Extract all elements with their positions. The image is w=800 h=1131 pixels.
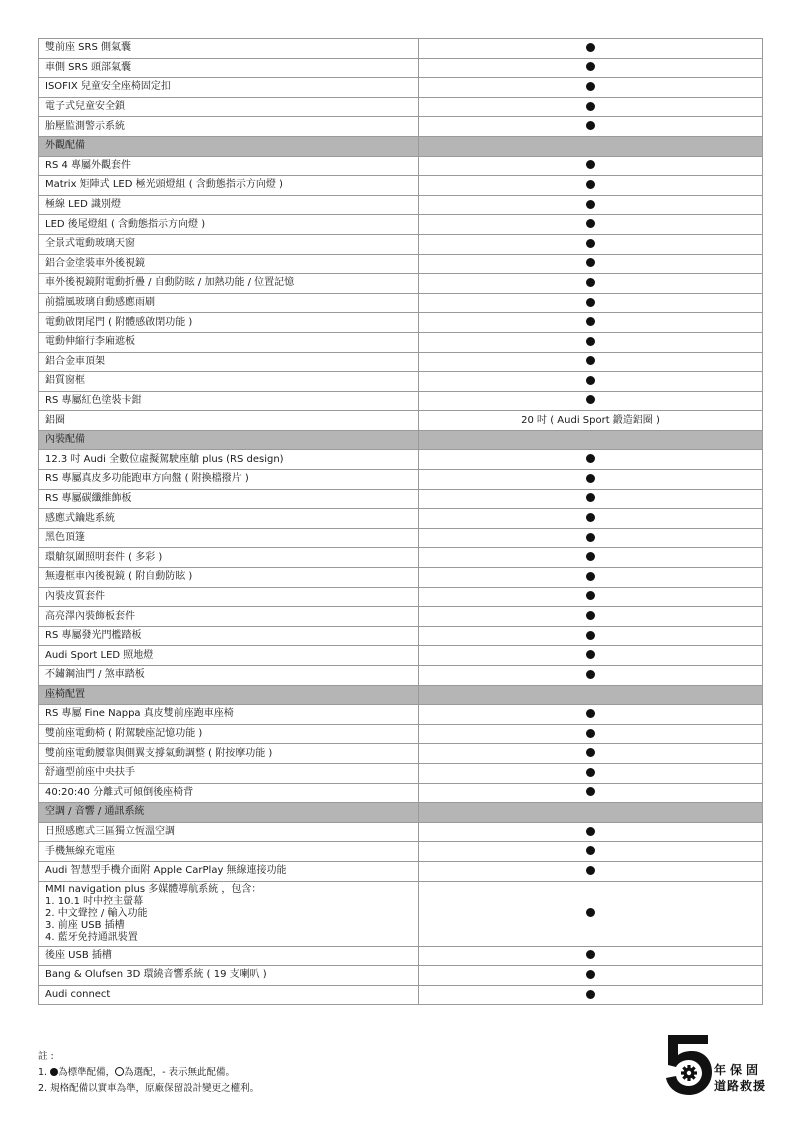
table-row [39, 254, 763, 274]
standard-dot-icon [586, 258, 595, 267]
table-row [39, 313, 763, 333]
feature-value [419, 985, 763, 1005]
feature-label: Matrix 矩陣式 LED 極光頭燈組 ( 含動態指示方向燈 ) [39, 176, 419, 196]
feature-label: RS 專屬 Fine Nappa 真皮雙前座跑車座椅 [39, 705, 419, 725]
feature-label: 電子式兒童安全鎖 [39, 97, 419, 117]
feature-value [419, 646, 763, 666]
table-row [39, 985, 763, 1005]
feature-value [419, 568, 763, 588]
standard-dot-icon [586, 278, 595, 287]
feature-label: 高亮澤內裝飾板套件 [39, 607, 419, 627]
standard-dot-icon [586, 611, 595, 620]
feature-label: Audi connect [39, 985, 419, 1005]
feature-value [419, 78, 763, 98]
feature-value [419, 215, 763, 235]
feature-value [419, 724, 763, 744]
standard-dot-icon [586, 908, 595, 917]
feature-label: RS 專屬真皮多功能跑車方向盤 ( 附換檔撥片 ) [39, 470, 419, 490]
feature-label: 全景式電動玻璃天窗 [39, 234, 419, 254]
feature-label: 車外後視鏡附電動折疊 / 自動防眩 / 加熱功能 / 位置記憶 [39, 274, 419, 294]
standard-dot-icon [586, 395, 595, 404]
feature-value [419, 450, 763, 470]
standard-dot-icon [586, 866, 595, 875]
feature-value [419, 391, 763, 411]
standard-dot-icon [586, 990, 595, 999]
standard-dot-icon [586, 160, 595, 169]
note-line-2: 2. 規格配備以實車為準，原廠保留設計變更之權利。 [38, 1083, 260, 1094]
feature-value [419, 293, 763, 313]
feature-value [419, 763, 763, 783]
feature-label: 雙前座電動椅 ( 附駕駛座記憶功能 ) [39, 724, 419, 744]
feature-value [419, 117, 763, 137]
table-row [39, 861, 763, 881]
feature-label: 車側 SRS 頭部氣囊 [39, 58, 419, 78]
feature-label: 感應式鑰匙系統 [39, 509, 419, 529]
table-row [39, 176, 763, 196]
feature-label: RS 4 專屬外觀套件 [39, 156, 419, 176]
feature-label: 鋁質窗框 [39, 372, 419, 392]
table-row [39, 58, 763, 78]
standard-dot-icon [586, 631, 595, 640]
table-row [39, 470, 763, 490]
optional-circle-icon [115, 1067, 124, 1076]
feature-label: 內裝皮質套件 [39, 587, 419, 607]
standard-dot-icon [586, 846, 595, 855]
table-row [39, 332, 763, 352]
feature-value [419, 744, 763, 764]
standard-dot-icon [586, 474, 595, 483]
feature-value [419, 607, 763, 627]
section-title: 空調 / 音響 / 通訊系統 [39, 803, 419, 823]
standard-dot-icon [586, 62, 595, 71]
feature-value [419, 705, 763, 725]
standard-dot-icon [50, 1068, 58, 1076]
standard-dot-icon [586, 337, 595, 346]
feature-label: 無邊框車內後視鏡 ( 附自動防眩 ) [39, 568, 419, 588]
feature-value [419, 274, 763, 294]
table-row [39, 372, 763, 392]
table-row [39, 626, 763, 646]
feature-label: RS 專屬碳纖維飾板 [39, 489, 419, 509]
standard-dot-icon [586, 827, 595, 836]
standard-dot-icon [586, 970, 595, 979]
feature-label: 鋁合金塗裝車外後視鏡 [39, 254, 419, 274]
five-year-gear-icon [662, 1033, 714, 1097]
feature-value [419, 626, 763, 646]
feature-label: LED 後尾燈組 ( 含動態指示方向燈 ) [39, 215, 419, 235]
table-row [39, 391, 763, 411]
table-row [39, 966, 763, 986]
table-row [39, 293, 763, 313]
table-row [39, 528, 763, 548]
feature-value [419, 489, 763, 509]
feature-label: 環艙氛圍照明套件 ( 多彩 ) [39, 548, 419, 568]
feature-value [419, 548, 763, 568]
section-title: 內裝配備 [39, 430, 419, 450]
standard-dot-icon [586, 729, 595, 738]
standard-dot-icon [586, 82, 595, 91]
feature-value [419, 254, 763, 274]
table-row [39, 946, 763, 966]
table-row [39, 489, 763, 509]
warranty-badge [662, 1033, 772, 1097]
standard-dot-icon [586, 950, 595, 959]
feature-label: 舒適型前座中央扶手 [39, 763, 419, 783]
table-row [39, 763, 763, 783]
feature-value [419, 509, 763, 529]
table-row [39, 411, 763, 431]
table-row [39, 97, 763, 117]
standard-dot-icon [586, 552, 595, 561]
standard-dot-icon [586, 533, 595, 542]
section-value-cell [419, 685, 763, 705]
feature-label: 極線 LED 識別燈 [39, 195, 419, 215]
feature-value [419, 156, 763, 176]
table-row [39, 39, 763, 59]
badge-line-1: 年保固 [714, 1063, 763, 1077]
table-row [39, 744, 763, 764]
feature-value [419, 783, 763, 803]
feature-label: 黑色頂篷 [39, 528, 419, 548]
feature-label: RS 專屬發光門檻踏板 [39, 626, 419, 646]
section-header-row [39, 685, 763, 705]
feature-value [419, 332, 763, 352]
standard-dot-icon [586, 317, 595, 326]
table-row [39, 450, 763, 470]
feature-label: Audi 智慧型手機介面附 Apple CarPlay 無線連接功能 [39, 861, 419, 881]
feature-label: 電動啟閉尾門 ( 附體感啟閉功能 ) [39, 313, 419, 333]
feature-label: 鋁圈 [39, 411, 419, 431]
section-header-row [39, 803, 763, 823]
feature-label: 雙前座 SRS 側氣囊 [39, 39, 419, 59]
standard-dot-icon [586, 239, 595, 248]
standard-dot-icon [586, 591, 595, 600]
standard-dot-icon [586, 513, 595, 522]
feature-label: 電動伸縮行李廂遮板 [39, 332, 419, 352]
section-title: 座椅配置 [39, 685, 419, 705]
standard-dot-icon [586, 376, 595, 385]
table-row [39, 352, 763, 372]
feature-value [419, 411, 763, 431]
standard-dot-icon [586, 768, 595, 777]
section-header-row [39, 430, 763, 450]
table-row [39, 881, 763, 946]
table-row [39, 215, 763, 235]
standard-dot-icon [586, 200, 595, 209]
feature-value [419, 234, 763, 254]
feature-label: 後座 USB 插槽 [39, 946, 419, 966]
feature-value [419, 528, 763, 548]
notes-title: 註 : [38, 1051, 54, 1062]
table-row [39, 705, 763, 725]
feature-value [419, 842, 763, 862]
feature-value [419, 39, 763, 59]
spec-table [38, 38, 763, 1005]
feature-value [419, 861, 763, 881]
feature-label: Audi Sport LED 照地燈 [39, 646, 419, 666]
table-row [39, 666, 763, 686]
standard-dot-icon [586, 650, 595, 659]
feature-label: 雙前座電動腰靠與側翼支撐氣動調整 ( 附按摩功能 ) [39, 744, 419, 764]
feature-value [419, 313, 763, 333]
feature-label: Bang & Olufsen 3D 環繞音響系統 ( 19 支喇叭 ) [39, 966, 419, 986]
feature-value [419, 58, 763, 78]
standard-dot-icon [586, 709, 595, 718]
feature-label: 12.3 吋 Audi 全數位虛擬駕駛座艙 plus (RS design) [39, 450, 419, 470]
standard-dot-icon [586, 102, 595, 111]
table-row [39, 646, 763, 666]
standard-dot-icon [586, 298, 595, 307]
standard-dot-icon [586, 787, 595, 796]
standard-dot-icon [586, 748, 595, 757]
standard-dot-icon [586, 356, 595, 365]
section-header-row [39, 136, 763, 156]
section-value-cell [419, 430, 763, 450]
table-row [39, 842, 763, 862]
feature-value [419, 946, 763, 966]
standard-dot-icon [586, 454, 595, 463]
table-row [39, 509, 763, 529]
feature-value [419, 822, 763, 842]
feature-label: 日照感應式三區獨立恆溫空調 [39, 822, 419, 842]
table-row [39, 274, 763, 294]
standard-dot-icon [586, 572, 595, 581]
table-row [39, 724, 763, 744]
table-row [39, 548, 763, 568]
footnotes [38, 1049, 259, 1097]
feature-label: 前擋風玻璃自動感應雨刷 [39, 293, 419, 313]
feature-value [419, 352, 763, 372]
standard-dot-icon [586, 219, 595, 228]
section-title: 外觀配備 [39, 136, 419, 156]
feature-value [419, 881, 763, 946]
feature-label: 鋁合金車頂架 [39, 352, 419, 372]
table-row [39, 607, 763, 627]
feature-value [419, 966, 763, 986]
table-row [39, 822, 763, 842]
feature-value [419, 372, 763, 392]
standard-dot-icon [586, 670, 595, 679]
feature-value [419, 587, 763, 607]
table-row [39, 783, 763, 803]
standard-dot-icon [586, 121, 595, 130]
standard-dot-icon [586, 43, 595, 52]
feature-label: 40:20:40 分離式可傾倒後座椅背 [39, 783, 419, 803]
feature-value [419, 666, 763, 686]
table-row [39, 234, 763, 254]
badge-line-2: 道路救援 [714, 1079, 767, 1093]
feature-label: 胎壓監測警示系統 [39, 117, 419, 137]
section-value-cell [419, 136, 763, 156]
standard-dot-icon [586, 493, 595, 502]
feature-label: 手機無線充電座 [39, 842, 419, 862]
feature-label: MMI navigation plus 多媒體導航系統 ，包含： 1. 10.1 吋中控主螢幕 2. 中文聲控 / 輸入功能 3. 前座 USB 插槽 4. 藍牙免持通訊裝置 [39, 881, 419, 946]
feature-value [419, 176, 763, 196]
feature-label: ISOFIX 兒童安全座椅固定扣 [39, 78, 419, 98]
feature-label: RS 專屬紅色塗裝卡鉗 [39, 391, 419, 411]
feature-value [419, 97, 763, 117]
feature-label: 不鏽鋼油門 / 煞車踏板 [39, 666, 419, 686]
feature-value [419, 470, 763, 490]
feature-value-text: 20 吋 ( Audi Sport 鍛造鋁圈 ) [521, 414, 660, 426]
note-line-1: 1. 為標準配備， 為選配，- 表示無此配備。 [38, 1067, 236, 1078]
table-row [39, 587, 763, 607]
table-row [39, 156, 763, 176]
table-row [39, 195, 763, 215]
feature-value [419, 195, 763, 215]
standard-dot-icon [586, 180, 595, 189]
table-row [39, 117, 763, 137]
table-row [39, 78, 763, 98]
table-row [39, 568, 763, 588]
section-value-cell [419, 803, 763, 823]
